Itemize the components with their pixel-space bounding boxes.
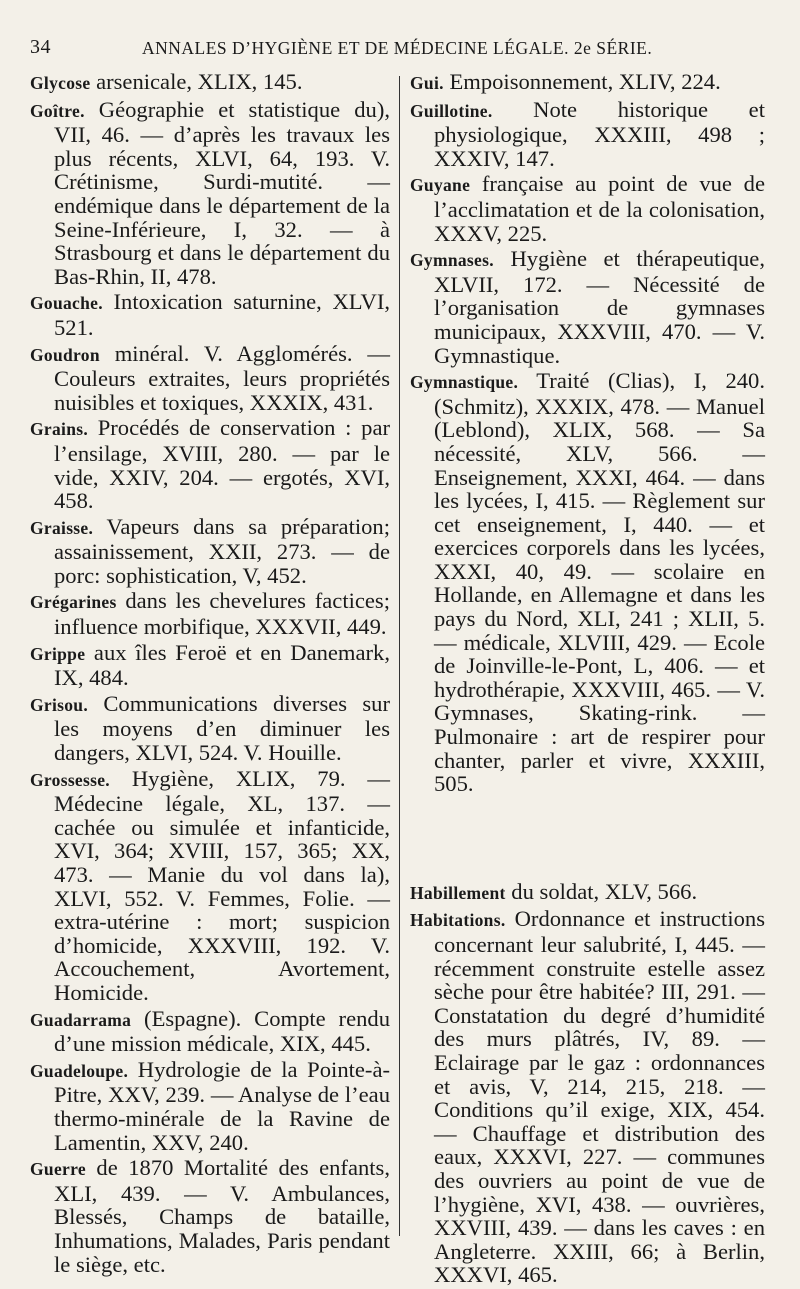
entry-text: française au point de vue de l’acclimatation et de la colonisation, XXXV, 225. bbox=[434, 171, 765, 246]
entry-text: du soldat, XLV, 566. bbox=[505, 878, 698, 904]
entry-heading: Guadeloupe. bbox=[30, 1060, 129, 1081]
entry-text: Procédés de conservation : par l’ensilage, XVIII, 280. — par le vide, XXIV, 204. — ergotés, XVI, 458. bbox=[54, 415, 390, 514]
entry-text: arsenicale, XLIX, 145. bbox=[90, 69, 303, 94]
column-divider bbox=[399, 76, 400, 1236]
running-title: ANNALES D’HYGIÈNE ET DE MÉDECINE LÉGALE. 2e SÉRIE. bbox=[142, 38, 653, 58]
index-entry bbox=[410, 98, 765, 171]
entry-heading: Gymnastique. bbox=[410, 372, 519, 393]
index-entry bbox=[410, 70, 765, 96]
entry-text: Hygiène et thérapeutique, XLVII, 172. — Nécessité de l’organisation de gymnases municipaux, XXXVIII, 470. — V. Gymnastique. bbox=[434, 246, 765, 368]
page-header bbox=[30, 36, 760, 66]
entry-heading: Goître. bbox=[30, 100, 85, 121]
index-entry bbox=[30, 98, 390, 289]
entry-text: dans les chevelures factices; influence morbifique, XXXVII, 449. bbox=[54, 588, 390, 640]
index-entry bbox=[30, 416, 390, 512]
entry-heading: Habitations. bbox=[410, 910, 506, 931]
entry-heading: Guadarrama bbox=[30, 1009, 132, 1030]
entry-heading: Graisse. bbox=[30, 517, 94, 538]
left-column bbox=[30, 70, 390, 1278]
entry-text: de 1870 Mortalité des enfants, XLI, 439. — V. Ambulances, Blessés, Champs de bataille, Inhumations, Malades, Paris pendant le siège, etc. bbox=[54, 1155, 390, 1277]
entry-text: Traité (Clias), I, 240. (Schmitz), XXXIX, 478. — Manuel (Leblond), XLIX, 568. — Sa nécessité, XLV, 566. — Enseignement, XXXI, 464. — dans les lycées, I, 415. — Règlement sur cet enseignement, I, 440. — et exercices corporels dans les lycées, XXXI, 40, 49. — scolaire en Hollande, en Allemagne et dans les pays du Nord, XLI, 241 ; XLII, 5. — médicale, XLVIII, 429. — Ecole de Joinville-le-Pont, L, 406. — et hydrothérapie, XXXVIII, 465. — V. Gymnases, Skating-rink. — Pulmonaire : art de respirer pour chanter, parler et vivre, XXXIII, 505. bbox=[434, 368, 765, 797]
index-entry bbox=[30, 589, 390, 638]
section-gap bbox=[410, 798, 765, 880]
index-entry bbox=[30, 692, 390, 765]
entry-heading: Habillement bbox=[410, 882, 506, 903]
entry-text: Empoisonnement, XLIV, 224. bbox=[443, 69, 721, 94]
index-entry bbox=[30, 342, 390, 415]
index-entry bbox=[30, 515, 390, 588]
entry-heading: Gouache. bbox=[30, 293, 103, 314]
entry-text: Communications diverses sur les moyens d’en diminuer les dangers, XLVI, 524. V. Houille. bbox=[54, 690, 390, 766]
entry-text: (Espagne). Compte rendu d’une mission médicale, XIX, 445. bbox=[54, 1005, 390, 1057]
entry-heading: Guyane bbox=[410, 175, 471, 196]
index-entry bbox=[410, 907, 765, 1287]
entry-heading: Glycose bbox=[30, 73, 91, 93]
entry-text: Ordonnance et instructions concernant leur salubrité, I, 445. — récemment construite estelle assez sèche pour être habitée? III, 291. — Constatation du degré d’humidité des murs plâtrés, IV, 89. — Eclairage par le gaz : ordonnances et avis, V, 214, 215, 218. — Conditions qu’il exige, XIX, 454. — Chauffage et distribution des eaux, XXXVI, 227. — communes des ouvriers au point de vue de l’hygiène, XVI, 438. — ouvrières, XXVIII, 439. — dans les caves : en Angleterre. XXIII, 66; à Berlin, XXXVI, 465. bbox=[434, 906, 765, 1288]
index-entry bbox=[410, 172, 765, 245]
index-entry bbox=[410, 369, 765, 796]
entry-heading: Grains. bbox=[30, 419, 89, 440]
entry-heading: Guerre bbox=[30, 1159, 86, 1180]
index-entry bbox=[30, 641, 390, 690]
entry-text: Hygiène, XLIX, 79. — Médecine légale, XL, 137. — cachée ou simulée et infanticide, XVI, 364; XVIII, 157, 365; XX, 473. — Manie du vol dans la), XLVI, 552. V. Femmes, Folie. — extra-utérine : mort; suspicion d’homicide, XXXVIII, 192. V. Accouchement, Avortement, Homicide. bbox=[54, 765, 390, 1005]
index-entry bbox=[410, 880, 765, 906]
entry-heading: Goudron bbox=[30, 344, 100, 365]
entry-heading: Grippe bbox=[30, 643, 86, 664]
entry-text: Hydrologie de la Pointe-à-Pitre, XXV, 239. — Analyse de l’eau thermo-minérale de la Ravine de Lamentin, XXV, 240. bbox=[54, 1056, 390, 1155]
index-entry bbox=[30, 767, 390, 1005]
entry-heading: Guillotine. bbox=[410, 100, 493, 121]
entry-text: Vapeurs dans sa préparation; assainissement, XXII, 273. — de porc: sophistication, V, 452. bbox=[54, 513, 390, 588]
index-entry bbox=[410, 247, 765, 367]
entry-text: Géographie et statistique du), VII, 46. — d’après les travaux les plus récents, XLVI, 64, 193. V. Crétinisme, Surdi-mutité. — endémique dans le département de la Seine-Inférieure, I, 32. — à Strasbourg et dans le département du Bas-Rhin, II, 478. bbox=[54, 96, 390, 289]
index-entry bbox=[30, 70, 390, 96]
index-entry bbox=[30, 1058, 390, 1154]
entry-heading: Gymnases. bbox=[410, 250, 494, 271]
entry-heading: Grégarines bbox=[30, 592, 117, 613]
entry-text: Note historique et physiologique, XXXIII, 498 ; XXXIV, 147. bbox=[434, 96, 765, 171]
index-entry bbox=[30, 290, 390, 339]
right-column bbox=[410, 70, 765, 1289]
entry-text: minéral. V. Agglomérés. — Couleurs extraites, leurs propriétés nuisibles et toxiques, XXXIX, 431. bbox=[54, 340, 390, 415]
index-entry bbox=[30, 1156, 390, 1276]
page-number: 34 bbox=[30, 36, 51, 58]
entry-text: aux îles Feroë et en Danemark, IX, 484. bbox=[54, 639, 390, 691]
entry-heading: Grisou. bbox=[30, 694, 89, 715]
entry-heading: Gui. bbox=[410, 73, 444, 93]
entry-heading: Grossesse. bbox=[30, 769, 110, 790]
entry-text: Intoxication saturnine, XLVI, 521. bbox=[54, 289, 390, 340]
index-entry bbox=[30, 1007, 390, 1056]
